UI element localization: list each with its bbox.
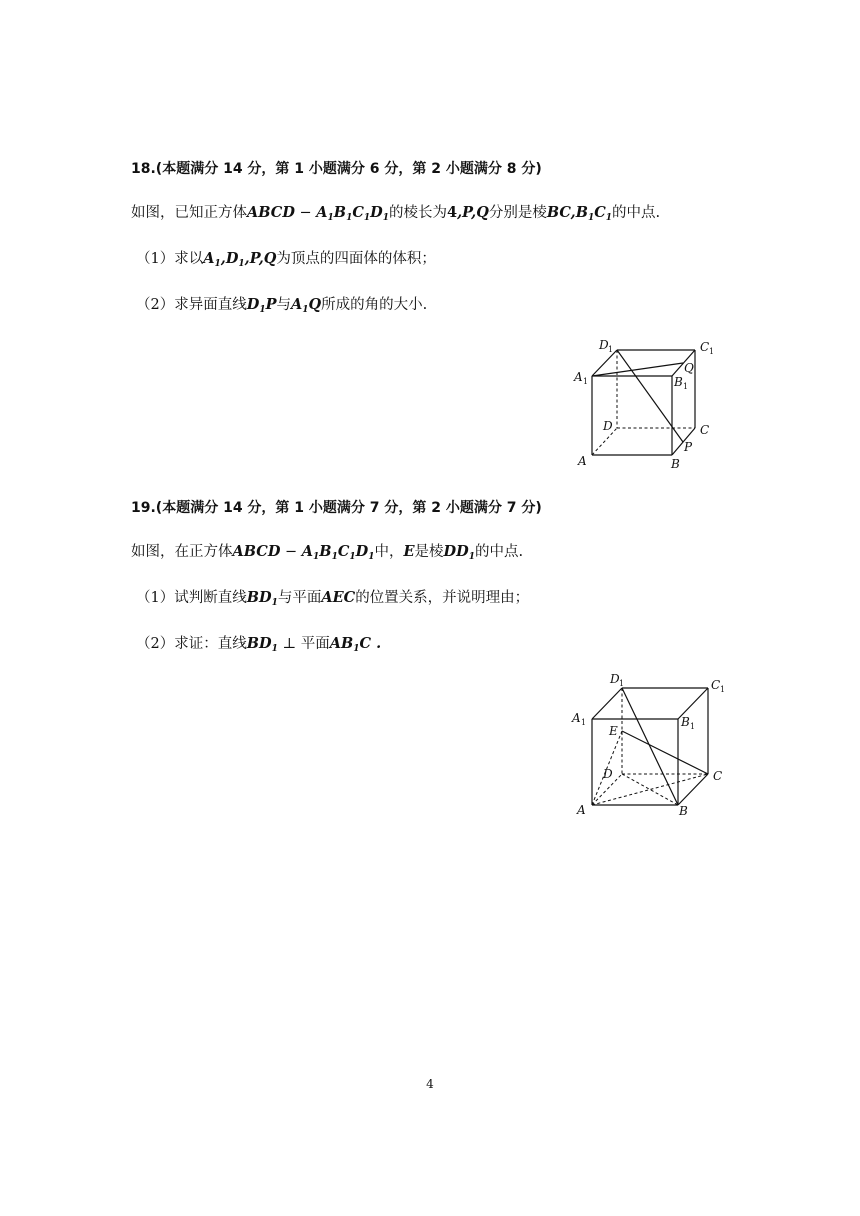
label-D: D <box>603 419 613 433</box>
label-C1: C <box>711 678 721 692</box>
label-B1: B <box>681 715 690 729</box>
svg-text:1: 1 <box>690 722 696 731</box>
label-B1: B <box>674 375 683 389</box>
q19-stem: 如图，在正方体ABCD − $A_1B_1C_1D_1$中，E是棱$DD_1$的中点. <box>131 543 524 562</box>
label-B: B <box>679 804 688 818</box>
page-number: 4 <box>426 1077 434 1091</box>
q19-part1: （1）试判断直线$BD_1$与平面AEC的位置关系，并说明理由； <box>136 589 530 608</box>
svg-text:1: 1 <box>709 347 715 356</box>
q19-part2: （2）求证：直线$BD_1$ ⊥ 平面$AB_1C$ . <box>136 635 382 654</box>
svg-text:1: 1 <box>581 718 587 727</box>
q18-header: 18.(本题满分 14 分，第 1 小题满分 6 分，第 2 小题满分 8 分) <box>131 161 542 177</box>
label-D1: D <box>599 338 609 352</box>
label-A1: A <box>574 370 583 384</box>
svg-text:1: 1 <box>619 679 625 688</box>
label-A1: A <box>572 711 581 725</box>
label-D: D <box>603 767 613 781</box>
label-C1: C <box>700 340 710 354</box>
svg-text:1: 1 <box>608 345 614 354</box>
q18-stem: 如图，已知正方体ABCD − $A_1B_1C_1D_1$的棱长为4,P,Q分别是棱$BC,B_1C_1$的中点. <box>131 204 661 223</box>
label-E: E <box>609 724 618 738</box>
label-Q: Q <box>684 361 694 375</box>
q18-part1: （1）求以$A_1,D_1,P,Q$为顶点的四面体的体积； <box>136 250 436 269</box>
label-D1: D <box>610 672 620 686</box>
q19-header: 19.(本题满分 14 分，第 1 小题满分 7 分，第 2 小题满分 7 分) <box>131 500 542 516</box>
label-C: C <box>713 769 723 783</box>
q18-cube-figure <box>570 334 730 474</box>
svg-text:1: 1 <box>583 377 589 386</box>
q19-cube-figure <box>568 668 738 820</box>
label-A: A <box>578 454 587 468</box>
q18-part2: （2）求异面直线$D_1P$与$A_1Q$所成的角的大小. <box>136 296 428 315</box>
label-C: C <box>700 423 710 437</box>
label-P: P <box>684 440 693 454</box>
svg-text:1: 1 <box>720 685 726 694</box>
label-A: A <box>577 803 586 817</box>
svg-text:1: 1 <box>683 382 689 391</box>
label-B: B <box>671 457 680 471</box>
